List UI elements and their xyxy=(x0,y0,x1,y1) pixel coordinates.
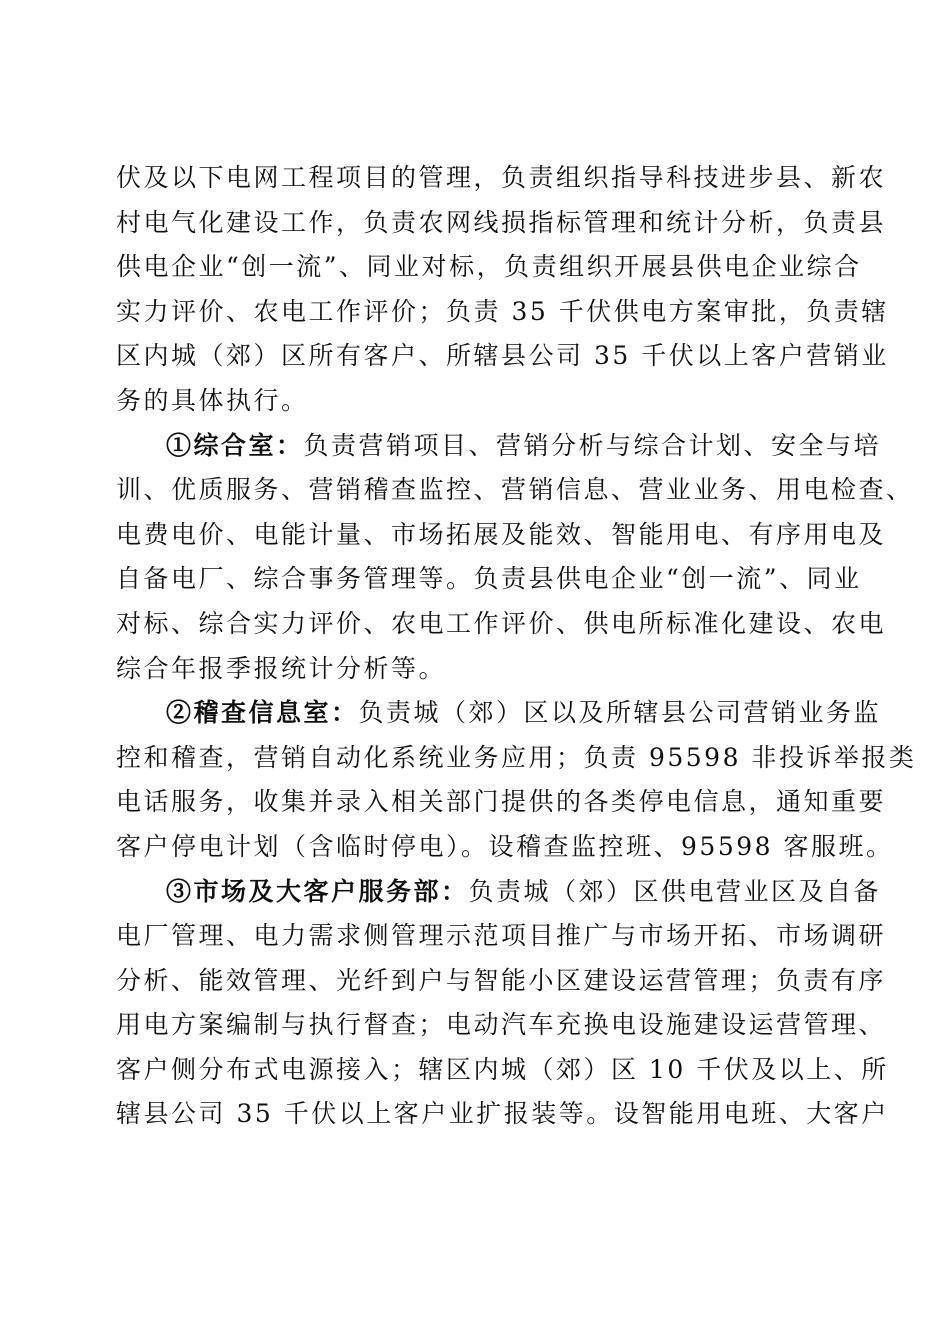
text-line: 训、优质服务、营销稽查监控、营销信息、营业业务、用电检查、 xyxy=(116,475,914,505)
text-line: 自备电厂、综合事务管理等。负责县供电企业“创一流”、同业 xyxy=(116,564,862,594)
text-line: 客户侧分布式电源接入；辖区内城（郊）区 10 千伏及以上、所 xyxy=(116,1054,889,1084)
text-line: 电费电价、电能计量、市场拓展及能效、智能用电、有序用电及 xyxy=(116,519,887,549)
text-run: 负责营销项目、营销分析与综合计划、安全与培 xyxy=(303,430,882,460)
paragraph-general-office xyxy=(116,424,914,692)
text-run: 负责城（郊）区供电营业区及自备 xyxy=(468,876,882,906)
paragraph-first-line xyxy=(116,870,882,915)
text-line: 伏及以下电网工程项目的管理，负责组织指导科技进步县、新农 xyxy=(116,163,887,192)
paragraph-continuation xyxy=(116,156,889,424)
text-line: 辖县公司 35 千伏以上客户业扩报装等。设智能用电班、大客户 xyxy=(116,1099,889,1129)
text-line: 供电企业“创一流”、同业对标，负责组织开展县供电企业综合 xyxy=(116,252,862,282)
text-line: 村电气化建设工作，负责农网线损指标管理和统计分析，负责县 xyxy=(116,207,887,237)
text-line: 电厂管理、电力需求侧管理示范项目推广与市场开拓、市场调研 xyxy=(116,921,887,951)
text-line: 电话服务，收集并录入相关部门提供的各类停电信息，通知重要 xyxy=(116,787,887,817)
paragraph-market-key-customer-dept xyxy=(116,870,889,1138)
section-heading: ①综合室： xyxy=(166,430,304,460)
text-run: 负责城（郊）区以及所辖县公司营销业务监 xyxy=(358,698,882,728)
document-body xyxy=(116,156,917,1137)
text-line: 实力评价、农电工作评价；负责 35 千伏供电方案审批，负责辖 xyxy=(116,296,889,326)
paragraph-first-line xyxy=(116,424,882,469)
section-heading: ②稽查信息室： xyxy=(166,698,359,728)
section-heading: ③市场及大客户服务部： xyxy=(166,876,469,906)
text-line: 对标、综合实力评价、农电工作评价、供电所标准化建设、农电 xyxy=(116,608,887,638)
text-line: 客户停电计划（含临时停电）。设稽查监控班、95598 客服班。 xyxy=(116,831,894,861)
text-line: 分析、能效管理、光纤到户与智能小区建设运营管理；负责有序 xyxy=(116,965,887,995)
text-line: 务的具体执行。 xyxy=(116,385,309,415)
text-line: 区内城（郊）区所有客户、所辖县公司 35 千伏以上客户营销业 xyxy=(116,341,889,371)
paragraph-first-line xyxy=(116,691,882,736)
paragraph-audit-info-office xyxy=(116,691,917,869)
text-line: 控和稽查，营销自动化系统业务应用；负责 95598 非投诉举报类 xyxy=(116,742,917,772)
text-line: 用电方案编制与执行督查；电动汽车充换电设施建设运营管理、 xyxy=(116,1010,887,1040)
text-line: 综合年报季报统计分析等。 xyxy=(116,653,447,683)
